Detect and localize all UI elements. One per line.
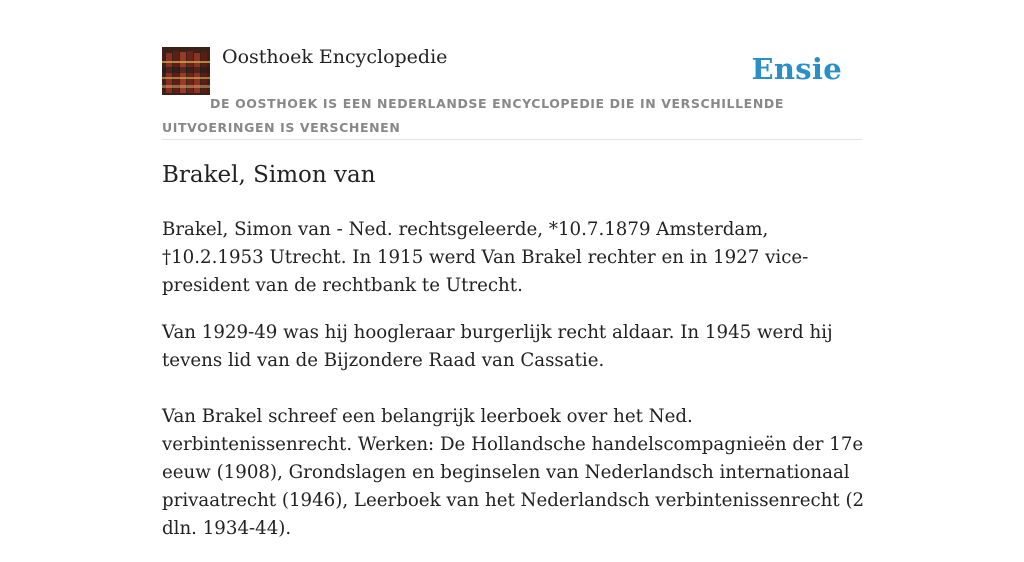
article-paragraph: Van 1929-49 was hij hoogleraar burgerlijk recht aldaar. In 1945 werd hij tevens lid van de Bijzondere Raad van Cassatie.: [162, 322, 833, 371]
article-paragraph: Van Brakel schreef een belangrijk leerboek over het Ned. verbintenissenrecht. Werken: De Hollandsche handelscompagnieën der 17e eeuw (1908), Grondslagen en beginselen van Nederlandsch internationaal privaatrecht (1946), Leerboek van het Nederlandsch verbintenissenrecht (2 dln. 1934-44).: [162, 406, 865, 539]
article-title: Brakel, Simon van: [162, 162, 376, 188]
site-header: [162, 45, 862, 140]
ensie-logo-link[interactable]: Ensie: [751, 52, 842, 86]
site-title[interactable]: Oosthoek Encyclopedie: [222, 46, 448, 68]
site-tagline: DE OOSTHOEK IS EEN NEDERLANDSE ENCYCLOPEDIE DIE IN VERSCHILLENDE UITVOERINGEN IS VERSCHENEN: [162, 96, 784, 135]
encyclopedia-books-icon[interactable]: [162, 47, 210, 95]
header-divider: [162, 139, 862, 140]
article-body: [162, 216, 866, 562]
article-paragraph: Brakel, Simon van - Ned. rechtsgeleerde, *10.7.1879 Amsterdam, †10.2.1953 Utrecht. In 1915 werd Van Brakel rechter en in 1927 vice-president van de rechtbank te Utrecht.: [162, 219, 809, 296]
